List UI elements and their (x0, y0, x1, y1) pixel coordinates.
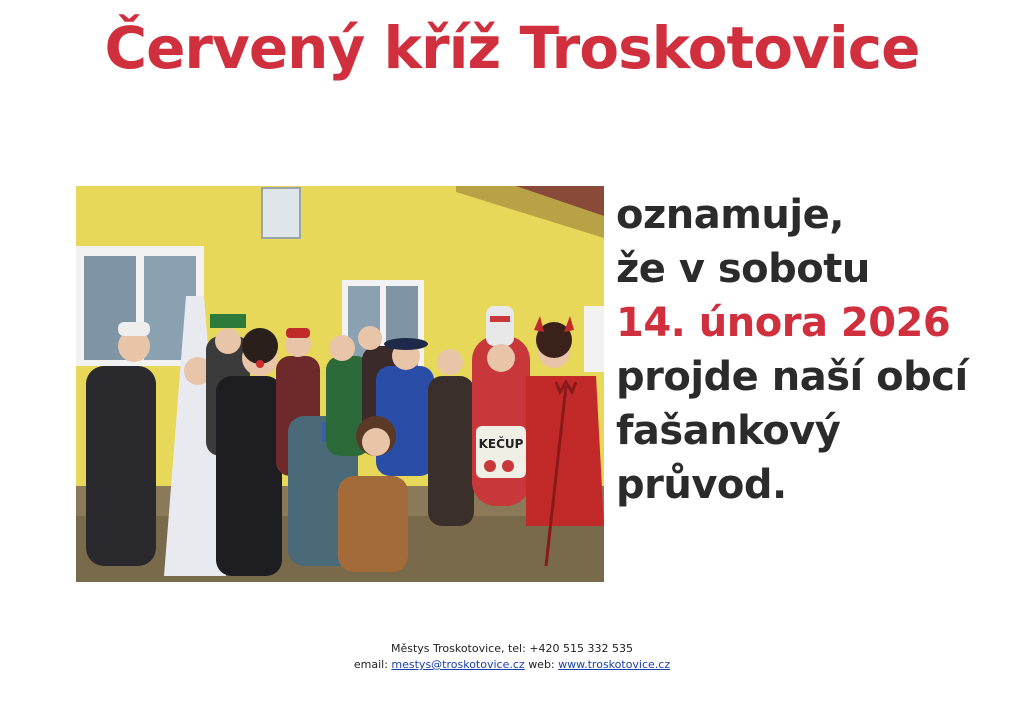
group-photo (76, 186, 604, 582)
footer (0, 641, 1024, 673)
web-label: web: (528, 658, 555, 671)
email-label: email: (353, 658, 388, 671)
announce-line-4: projde naší obcí (616, 354, 968, 400)
announcement (616, 188, 1016, 512)
email-link[interactable]: mestys@troskotovice.cz (391, 658, 525, 671)
footer-contact: Městys Troskotovice, tel: +420 515 332 535 (390, 642, 634, 655)
event-date: 14. února 2026 (616, 300, 951, 346)
announce-line-2: že v sobotu (616, 246, 870, 292)
footer-links (0, 657, 1024, 673)
announce-line-1: oznamuje, (616, 192, 844, 238)
web-link[interactable]: www.troskotovice.cz (558, 658, 671, 671)
announce-line-5: fašankový (616, 408, 841, 454)
ketchup-label: KEČUP (478, 437, 524, 451)
announce-line-6: průvod. (616, 462, 787, 508)
page-title: Červený kříž Troskotovice (104, 14, 920, 82)
